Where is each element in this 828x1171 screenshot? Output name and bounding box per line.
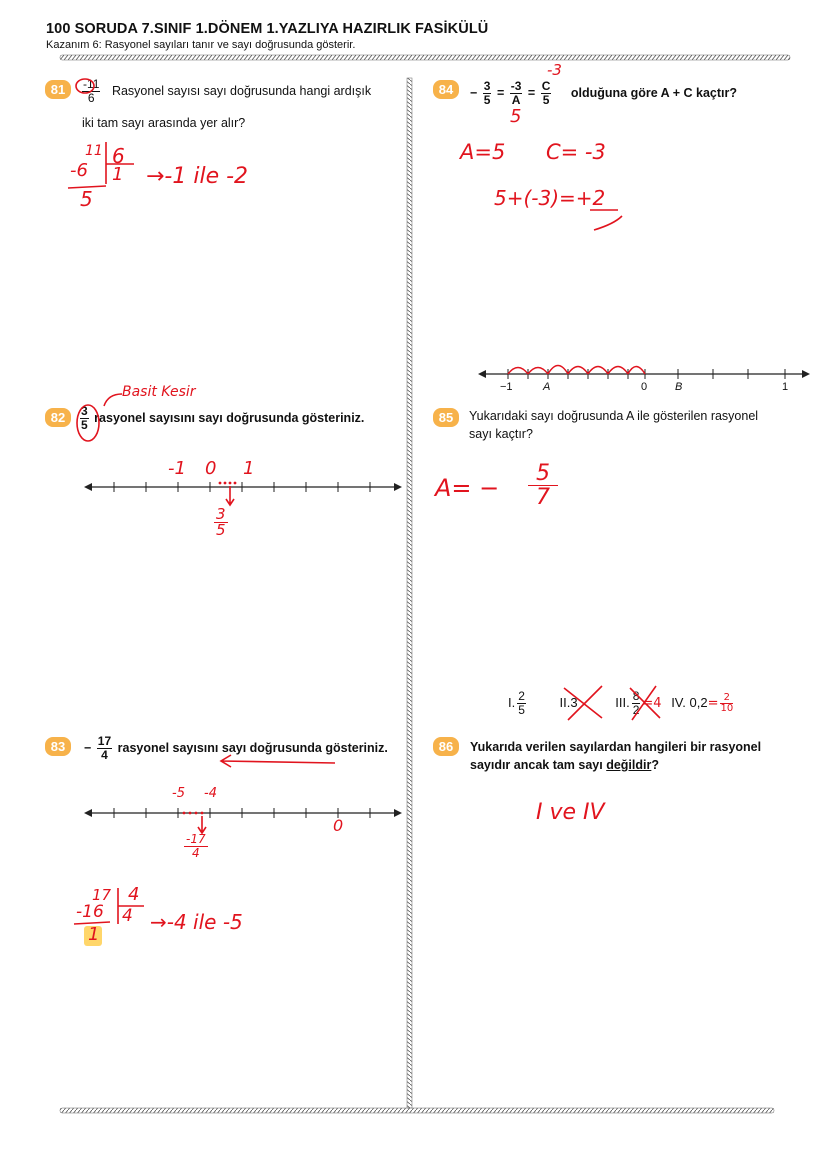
axis-label-a: A	[543, 381, 551, 393]
hw-division-quotient: 1	[112, 164, 124, 185]
hw-div83-top: 17	[92, 886, 112, 904]
hw-note-basit-kesir: Basit Kesir	[122, 384, 196, 400]
question-86-text: Yukarıda verilen sayılardan hangileri bir rasyonel	[470, 740, 762, 754]
hw-answer-85-fraction: 5 7	[528, 462, 558, 509]
hw-label-neg5: -5	[172, 786, 185, 801]
fraction: $\frac{2}{5}$	[518, 689, 525, 717]
fraction: $\frac{-11}{6}$	[83, 77, 100, 105]
question-83-text: − $\frac{17}{4}$ rasyonel sayısını sayı doğrusunda gösteriniz.	[84, 734, 388, 762]
fraction: $\frac{-3}{A}$	[510, 79, 522, 107]
question-81-text: $\frac{-11}{6}$ Rasyonel sayısı sayı doğrusunda hangi ardışık	[83, 77, 372, 105]
fraction: $\frac{3}{5}$	[81, 404, 88, 432]
hw-div83-sub: -16	[76, 902, 104, 922]
hw-div83-divisor: 4	[128, 884, 140, 905]
hw-answer-85-label: A= −	[435, 474, 500, 502]
hw-cross-marks	[560, 684, 670, 724]
axis-label-1: 1	[782, 381, 789, 393]
fraction: $\frac{17}{4}$	[97, 734, 112, 762]
hw-division-top: 11	[85, 143, 103, 159]
question-84-badge: 84	[433, 80, 459, 99]
hw-label-1: 1	[243, 458, 255, 479]
hw-answer-83-fraction: -17 4	[186, 832, 206, 860]
fraction: $\frac{2}{10}$	[720, 692, 734, 714]
fraction: $\frac{C}{5}$	[541, 79, 551, 107]
hw-division-lines	[60, 140, 140, 210]
hw-a-equals: A=5	[460, 140, 506, 164]
hw-label-neg4: -4	[204, 786, 217, 801]
question-82-text: $\frac{3}{5}$ rasyonel sayısını sayı doğrusunda gösteriniz.	[81, 404, 365, 432]
hw-label-0-83: 0	[333, 816, 344, 835]
hw-underline-arrow-83	[215, 752, 340, 770]
hw-arrow-82	[214, 474, 254, 508]
hw-answer-underline-84	[588, 206, 628, 236]
question-81-text-line2: iki tam sayı arasında yer alır?	[82, 116, 246, 130]
question-86-badge: 86	[433, 737, 459, 756]
fraction: $\frac{3}{5}$	[483, 79, 491, 107]
axis-label-0: 0	[641, 381, 648, 393]
hw-label-0: 0	[205, 458, 217, 479]
hw-div83-quotient: 4	[122, 906, 133, 926]
hw-label-neg1: -1	[168, 458, 186, 479]
question-86-text-line2: sayıdır ancak tam sayı değildir?	[470, 758, 659, 772]
fraction: $\frac{8}{2}$	[632, 689, 640, 717]
question-85-text: Yukarıdaki sayı doğrusunda A ile gösterilen rasyonel	[469, 409, 759, 423]
circle-mark	[75, 404, 101, 444]
question-83-badge: 83	[45, 737, 71, 756]
hw-answer-86: I ve IV	[536, 800, 605, 825]
question-85-text-line2: sayı kaçtır?	[469, 427, 533, 441]
question-86-options: I. $\frac{2}{5}$ II.3 III. $\frac{8}{2}$ =4 IV. 0,2= $\frac{2}{10}$	[508, 689, 734, 717]
hw-div83-lines	[66, 884, 146, 944]
hw-div83-remainder: 1	[88, 924, 100, 945]
circle-mark	[76, 78, 96, 96]
question-84-text: − $\frac{3}{5}$ = $\frac{-3}{A}$ = $\frac{C}{5}$ olduğuna göre A + C kaçtır?	[470, 79, 737, 107]
hw-answer-82: 3 5	[216, 505, 226, 539]
hw-division-sub: -6	[70, 160, 88, 181]
hw-division-divisor: 6	[112, 144, 125, 168]
axis-label-neg1: −1	[500, 381, 513, 393]
hw-answer-81: →-1 ile -2	[146, 164, 249, 189]
question-82-badge: 82	[45, 408, 71, 427]
axis-label-b: B	[675, 381, 683, 393]
hw-c-value-top: -3	[547, 61, 562, 79]
question-81-badge: 81	[45, 80, 71, 99]
hw-a-value-under: 5	[510, 106, 522, 127]
hw-answer-83: →-4 ile -5	[150, 910, 243, 934]
page-subtitle: Kazanım 6: Rasyonel sayıları tanır ve sayı doğrusunda gösterir.	[46, 39, 356, 51]
page-title: 100 SORUDA 7.SINIF 1.DÖNEM 1.YAZLIYA HAZIRLIK FASİKÜLÜ	[46, 21, 489, 37]
number-line-83	[84, 804, 404, 824]
question-85-badge: 85	[433, 408, 459, 427]
hw-sum-84: 5+(-3)=+2	[494, 186, 606, 210]
hw-c-equals: C= -3	[546, 140, 606, 164]
hw-division-remainder: 5	[80, 187, 93, 211]
